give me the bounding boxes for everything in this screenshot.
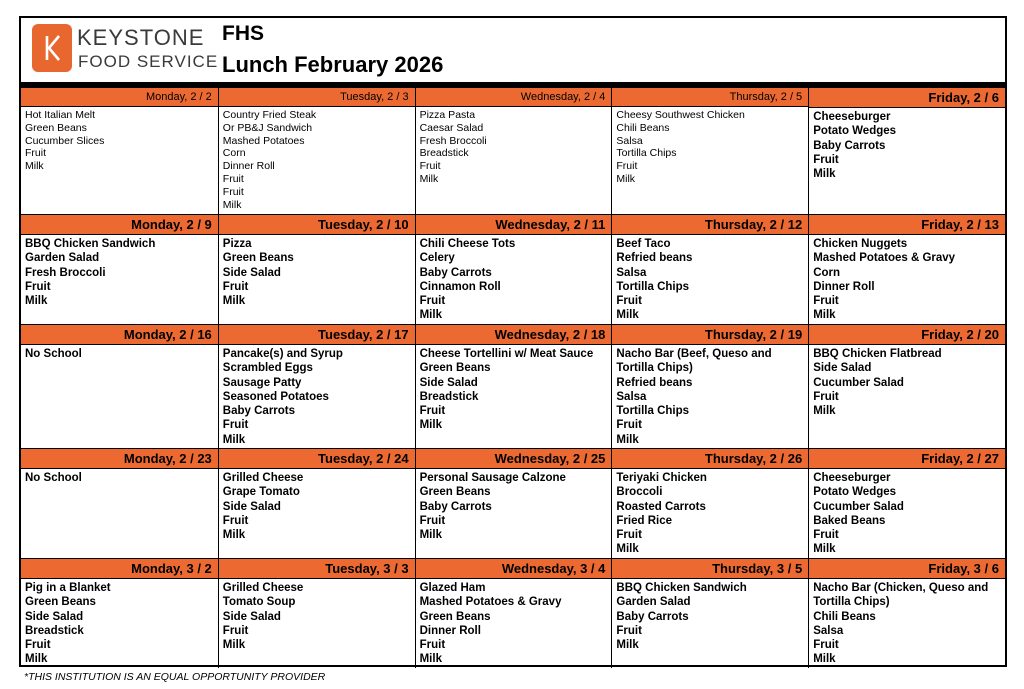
menu-items <box>21 107 218 173</box>
menu-item: Milk <box>419 529 442 542</box>
menu-item: Green Beans <box>25 121 87 134</box>
menu-item: Fruit <box>222 172 244 185</box>
menu-item: Salsa <box>616 266 647 279</box>
menu-item: Side Salad <box>419 376 478 389</box>
day-header: Thursday, 2 / 12 <box>612 215 808 235</box>
menu-item: Fruit <box>25 639 51 652</box>
menu-item: Baby Carrots <box>222 405 296 418</box>
menu-item: Green Beans <box>419 486 491 499</box>
menu-item: Milk <box>222 295 246 308</box>
day-cell <box>21 559 218 668</box>
menu-item: Grilled Cheese <box>222 472 304 484</box>
menu-items <box>416 345 612 433</box>
menu-item: Fresh Broccoli <box>419 134 487 147</box>
menu-item: Chicken Nuggets <box>813 238 908 250</box>
menu-item: Dinner Roll <box>813 280 875 293</box>
menu-item: Tortilla Chips <box>616 280 690 293</box>
menu-item: Fruit <box>25 280 51 293</box>
menu-items <box>612 235 808 323</box>
menu-item: Fruit <box>616 419 642 432</box>
menu-item: Milk <box>813 543 836 556</box>
equal-opportunity-footer: *THIS INSTITUTION IS AN EQUAL OPPORTUNITY PROVIDER <box>24 671 326 683</box>
menu-item: Fruit <box>813 529 839 542</box>
menu-item: Mashed Potatoes & Gravy <box>419 596 562 609</box>
day-cell <box>808 88 1005 214</box>
menu-item: Salsa <box>616 390 647 403</box>
day-cell <box>218 88 415 214</box>
menu-item: Green Beans <box>222 252 294 265</box>
menu-item: Milk <box>25 295 48 308</box>
menu-item: Cinnamon Roll <box>419 280 501 293</box>
day-header: Tuesday, 2 / 3 <box>219 88 415 107</box>
menu-items <box>219 107 415 211</box>
menu-item: Beef Taco <box>616 238 671 250</box>
menu-item: Mashed Potatoes <box>222 134 305 147</box>
week-row <box>21 214 1005 324</box>
menu-items <box>612 107 808 186</box>
menu-item: Cucumber Salad <box>813 376 904 389</box>
day-header: Wednesday, 3 / 4 <box>416 559 612 579</box>
menu-item: Pig in a Blanket <box>25 582 111 594</box>
menu-items <box>416 235 612 323</box>
day-header: Monday, 2 / 16 <box>21 325 218 345</box>
menu-item: Fruit <box>813 639 839 652</box>
menu-item: Chili Cheese Tots <box>419 238 516 250</box>
menu-item: Nacho Bar (Beef, Queso and <box>616 348 772 360</box>
day-header: Wednesday, 2 / 18 <box>416 325 612 345</box>
day-header: Monday, 2 / 23 <box>21 449 218 469</box>
menu-item: No School <box>25 348 82 360</box>
menu-item: Milk <box>616 433 639 446</box>
day-cell <box>808 325 1005 448</box>
menu-item: Breadstick <box>25 624 84 637</box>
menu-item: Dinner Roll <box>222 160 275 173</box>
menu-item: Baby Carrots <box>616 610 689 623</box>
menu-item: Green Beans <box>419 610 491 623</box>
menu-item: Fruit <box>616 160 638 173</box>
menu-items <box>21 235 218 308</box>
week-row <box>21 558 1005 668</box>
menu-item: Milk <box>419 419 442 432</box>
day-cell <box>415 559 612 668</box>
menu-item: Cheese Tortellini w/ Meat Sauce <box>419 348 594 360</box>
menu-items <box>219 235 415 308</box>
menu-item: Baked Beans <box>813 514 886 527</box>
menu-item: Fruit <box>222 185 244 198</box>
menu-items <box>416 107 612 186</box>
menu-item: Fruit <box>419 639 446 652</box>
menu-items <box>809 469 1005 557</box>
menu-item: Green Beans <box>419 362 491 375</box>
menu-item: Tortilla Chips <box>616 147 677 160</box>
day-cell <box>808 559 1005 668</box>
day-cell <box>218 559 415 668</box>
menu-item: Fried Rice <box>616 514 672 527</box>
school-name: FHS <box>222 22 264 45</box>
menu-header <box>21 18 1005 82</box>
menu-item: Milk <box>222 198 242 211</box>
menu-items <box>416 579 612 667</box>
day-cell <box>611 449 808 558</box>
day-cell <box>611 88 808 214</box>
week-row <box>21 448 1005 558</box>
menu-item: Milk <box>419 653 442 666</box>
day-header: Tuesday, 3 / 3 <box>219 559 415 579</box>
day-header: Monday, 2 / 9 <box>21 215 218 235</box>
day-header: Thursday, 2 / 19 <box>612 325 808 345</box>
menu-items <box>612 469 808 557</box>
day-header: Thursday, 2 / 5 <box>612 88 808 107</box>
menu-item: Milk <box>616 543 639 556</box>
menu-item: Milk <box>616 309 639 322</box>
menu-item: Milk <box>222 529 246 542</box>
brand-name: KEYSTONE <box>77 25 205 50</box>
menu-item: Tomato Soup <box>222 596 296 609</box>
menu-item: Caesar Salad <box>419 121 484 134</box>
menu-item: Milk <box>419 309 442 322</box>
day-header: Tuesday, 2 / 10 <box>219 215 415 235</box>
menu-item: Side Salad <box>813 362 872 375</box>
menu-item: Milk <box>813 405 836 418</box>
menu-sheet <box>19 16 1007 667</box>
menu-item: Nacho Bar (Chicken, Queso and <box>813 582 989 594</box>
menu-item: Baby Carrots <box>419 500 492 513</box>
menu-item: Fruit <box>419 405 446 418</box>
menu-item: Cucumber Salad <box>813 500 904 513</box>
menu-item: Tortilla Chips) <box>616 362 693 375</box>
menu-item: Grape Tomato <box>222 486 300 499</box>
day-cell <box>808 215 1005 324</box>
day-header: Wednesday, 2 / 4 <box>416 88 612 107</box>
menu-items <box>21 579 218 667</box>
menu-item: Glazed Ham <box>419 582 486 594</box>
menu-item: Green Beans <box>25 596 96 609</box>
day-header: Tuesday, 2 / 17 <box>219 325 415 345</box>
day-cell <box>611 215 808 324</box>
menu-item: Breadstick <box>419 147 469 160</box>
day-cell <box>808 449 1005 558</box>
menu-item: Side Salad <box>222 266 281 279</box>
menu-item: No School <box>25 472 82 484</box>
calendar-grid <box>21 88 1005 668</box>
day-header: Wednesday, 2 / 25 <box>416 449 612 469</box>
menu-item: Fruit <box>813 390 839 403</box>
menu-items <box>612 345 808 447</box>
day-header: Thursday, 2 / 26 <box>612 449 808 469</box>
menu-items <box>809 108 1005 181</box>
menu-item: Hot Italian Melt <box>25 109 96 121</box>
menu-item: Seasoned Potatoes <box>222 390 329 403</box>
menu-item: Potato Wedges <box>813 486 897 499</box>
menu-item: Milk <box>25 653 48 666</box>
menu-item: Fruit <box>222 280 249 293</box>
menu-item: Country Fried Steak <box>222 109 317 121</box>
menu-item: Roasted Carrots <box>616 500 706 513</box>
menu-item: Milk <box>222 639 246 652</box>
menu-item: BBQ Chicken Flatbread <box>813 348 942 360</box>
day-cell <box>218 215 415 324</box>
menu-item: Salsa <box>813 624 844 637</box>
menu-item: Scrambled Eggs <box>222 362 313 375</box>
menu-items <box>21 345 218 361</box>
day-header: Monday, 2 / 2 <box>21 88 218 107</box>
menu-item: Corn <box>813 266 841 279</box>
menu-item: Chili Beans <box>616 121 670 134</box>
menu-item: Refried beans <box>616 376 693 389</box>
menu-item: Fruit <box>25 147 46 160</box>
menu-item: Grilled Cheese <box>222 582 304 594</box>
day-cell <box>21 449 218 558</box>
menu-item: Milk <box>813 309 836 322</box>
menu-item: Tortilla Chips <box>616 405 690 418</box>
day-header: Wednesday, 2 / 11 <box>416 215 612 235</box>
day-cell <box>415 88 612 214</box>
day-cell <box>611 325 808 448</box>
menu-item: Dinner Roll <box>419 624 481 637</box>
menu-items <box>21 469 218 485</box>
day-header: Thursday, 3 / 5 <box>612 559 808 579</box>
menu-item: Fresh Broccoli <box>25 266 106 279</box>
menu-item: Baby Carrots <box>419 266 492 279</box>
menu-items <box>809 235 1005 323</box>
menu-item: Fruit <box>616 624 642 637</box>
menu-item: Fruit <box>813 153 839 166</box>
menu-item: Milk <box>616 639 639 652</box>
menu-item: Cheeseburger <box>813 472 891 484</box>
menu-item: Fruit <box>419 514 446 527</box>
menu-item: Fruit <box>419 295 446 308</box>
menu-item: Corn <box>222 147 246 160</box>
day-cell <box>21 325 218 448</box>
menu-item: Potato Wedges <box>813 125 897 138</box>
menu-item: Tortilla Chips) <box>813 596 890 609</box>
day-cell <box>21 88 218 214</box>
day-header: Monday, 3 / 2 <box>21 559 218 579</box>
menu-item: Sausage Patty <box>222 376 302 389</box>
menu-items <box>612 579 808 652</box>
menu-item: Fruit <box>616 529 642 542</box>
menu-item: Fruit <box>813 295 839 308</box>
menu-item: Broccoli <box>616 486 663 499</box>
menu-item: Pancake(s) and Syrup <box>222 348 343 360</box>
menu-item: Cheesy Southwest Chicken <box>616 109 745 121</box>
menu-item: Or PB&J Sandwich <box>222 121 313 134</box>
brand-subtitle: FOOD SERVICE <box>78 52 219 71</box>
menu-item: Milk <box>222 433 246 446</box>
menu-item: Garden Salad <box>25 252 100 265</box>
menu-item: Milk <box>813 653 836 666</box>
week-row <box>21 324 1005 448</box>
menu-items <box>219 579 415 652</box>
menu-item: Teriyaki Chicken <box>616 472 707 484</box>
day-cell <box>611 559 808 668</box>
menu-item: Fruit <box>616 295 642 308</box>
menu-title: Lunch February 2026 <box>222 52 444 77</box>
menu-items <box>809 579 1005 667</box>
menu-item: Baby Carrots <box>813 139 886 152</box>
menu-item: Side Salad <box>222 610 281 623</box>
menu-items <box>219 469 415 542</box>
menu-item: Salsa <box>616 134 643 147</box>
menu-item: BBQ Chicken Sandwich <box>616 582 747 594</box>
day-cell <box>415 215 612 324</box>
menu-item: Refried beans <box>616 252 693 265</box>
menu-item: Pizza Pasta <box>419 109 476 121</box>
day-header: Tuesday, 2 / 24 <box>219 449 415 469</box>
menu-items <box>416 469 612 542</box>
menu-item: Personal Sausage Calzone <box>419 472 566 484</box>
menu-item: Breadstick <box>419 390 479 403</box>
menu-item: Fruit <box>222 419 249 432</box>
day-cell <box>415 449 612 558</box>
menu-item: Side Salad <box>222 500 281 513</box>
menu-item: Garden Salad <box>616 596 691 609</box>
day-header: Friday, 3 / 6 <box>809 559 1005 579</box>
menu-item: Fruit <box>222 624 249 637</box>
menu-items <box>809 345 1005 418</box>
menu-items <box>219 345 415 447</box>
menu-item: Side Salad <box>25 610 84 623</box>
menu-item: Pizza <box>222 238 252 250</box>
menu-item: Chili Beans <box>813 610 876 623</box>
day-cell <box>415 325 612 448</box>
menu-item: Milk <box>813 168 836 181</box>
keystone-logo-icon <box>32 24 72 72</box>
menu-item: Fruit <box>222 514 249 527</box>
day-header: Friday, 2 / 13 <box>809 215 1005 235</box>
day-cell <box>218 449 415 558</box>
week-row <box>21 88 1005 214</box>
menu-item: Milk <box>419 172 439 185</box>
menu-item: Fruit <box>419 160 441 173</box>
day-header: Friday, 2 / 6 <box>809 88 1005 108</box>
day-cell <box>21 215 218 324</box>
menu-item: BBQ Chicken Sandwich <box>25 238 156 250</box>
menu-item: Celery <box>419 252 455 265</box>
menu-item: Mashed Potatoes & Gravy <box>813 252 956 265</box>
day-cell <box>218 325 415 448</box>
menu-item: Milk <box>616 172 636 185</box>
k-glyph-icon <box>32 24 72 72</box>
menu-item: Cucumber Slices <box>25 134 105 147</box>
menu-item: Cheeseburger <box>813 111 891 123</box>
day-header: Friday, 2 / 20 <box>809 325 1005 345</box>
day-header: Friday, 2 / 27 <box>809 449 1005 469</box>
menu-item: Milk <box>25 160 44 173</box>
